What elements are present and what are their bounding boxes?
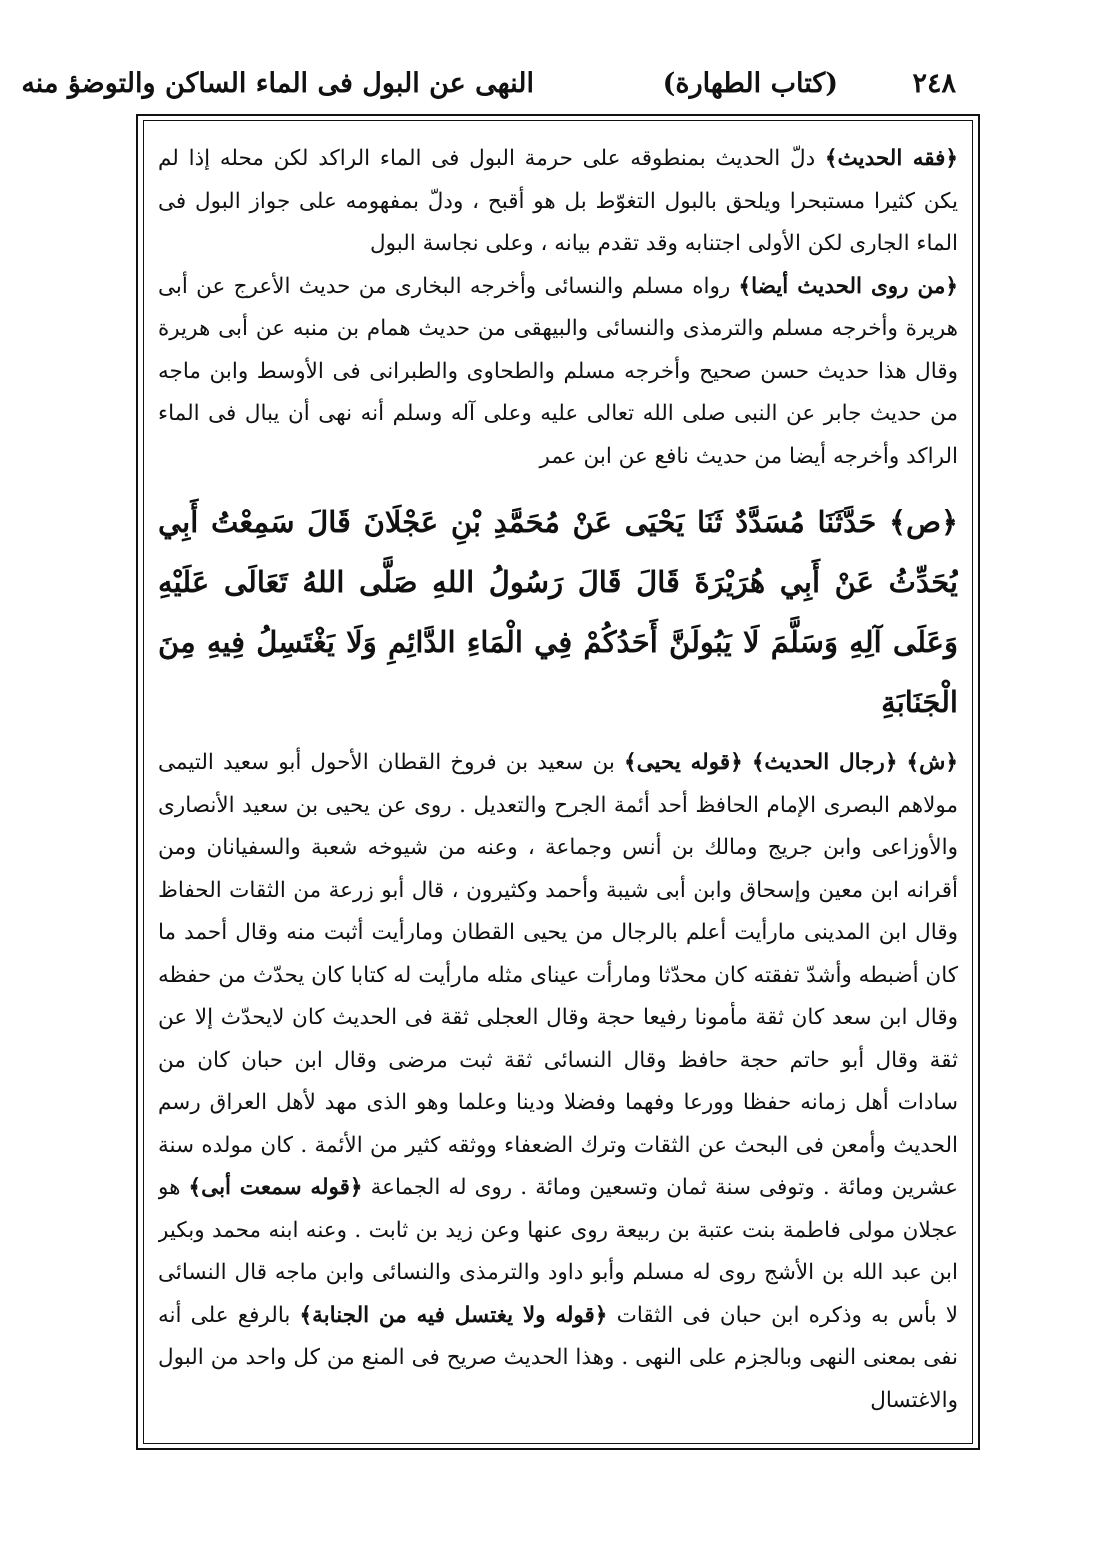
fiqh-paragraph bbox=[158, 138, 958, 266]
sharh-label: ﴿ش﴾ bbox=[906, 750, 958, 775]
abi-label: ﴿قوله سمعت أبى﴾ bbox=[188, 1175, 363, 1200]
matn-label: ﴿ص﴾ bbox=[888, 505, 958, 539]
book-title: (كتاب الطهارة) bbox=[662, 68, 838, 99]
takhrij-text: رواه مسلم والنسائى وأخرجه البخارى من حديث الأعرج عن أبى هريرة وأخرجه مسلم والترمذى والنسائى والبيهقى من حديث همام بن منبه عن أبى هريرة وقال هذا حديث حسن صحيح وأخرجه مسلم والطحاوى والطبرانى فى الأوسط وابن ماجه من حديث جابر عن النبى صلى الله تعالى عليه وعلى آله وسلم أنه نهى أن يبال فى الماء الراكد وأخرجه أيضا من حديث نافع عن ابن عمر bbox=[158, 273, 958, 469]
fiqh-label: ﴿فقه الحديث﴾ bbox=[824, 146, 958, 171]
ghusl-label: ﴿قوله ولا يغتسل فيه من الجنابة﴾ bbox=[299, 1302, 608, 1328]
yahya-label: ﴿قوله يحيى﴾ bbox=[624, 750, 743, 775]
hadith-matn bbox=[158, 492, 958, 732]
sharh-paragraph bbox=[158, 742, 958, 1422]
sharh-text-3: بالرفع على أنه نفى بمعنى النهى وبالجزم على النهى . وهذا الحديث صريح فى المنع من كل واحد من البول والاغتسال bbox=[158, 1302, 958, 1413]
page-number: ٢٤٨ bbox=[912, 68, 956, 99]
hadith-matn-block bbox=[158, 478, 958, 742]
takhrij-label: ﴿من روى الحديث أيضا﴾ bbox=[738, 273, 958, 299]
main-text bbox=[158, 138, 958, 1438]
fiqh-text: دلّ الحديث بمنطوقه على حرمة البول فى الماء الراكد لكن محله إذا لم يكن كثيرا مستبحرا ويلحق بالبول التغوّط بل هو أقبح ، ودلّ بمفهومه على جواز البول فى الماء الجارى لكن الأولى اجتنابه وقد تقدم بيانه ، وعلى نجاسة البول bbox=[158, 146, 958, 256]
sharh-text-2: هو عجلان مولى فاطمة بنت عتبة بن ربيعة روى عنها وعن زيد بن ثابت . وعنه ابنه محمد وبكير ابن عبد الله بن الأشج روى له مسلم وأبو داود والترمذى والنسائى وابن ماجه قال النسائى لا بأس به وذكره ابن حبان فى الثقات bbox=[158, 1175, 958, 1328]
sharh-text-1: بن سعيد بن فروخ القطان الأحول أبو سعيد التيمى مولاهم البصرى الإمام الحافظ أحد أئمة الجرح والتعديل . روى عن يحيى بن سعيد الأنصارى والأوزاعى وابن جريج ومالك بن أنس وجماعة ، وعنه من شيوخه شعبة والسفيانان ومن أقرانه ابن معين وإسحاق وابن أبى شيبة وأحمد وكثيرون ، قال أبو زرعة من الثقات الحفاظ وقال ابن المدينى مارأيت أعلم بالرجال من يحيى القطان ومارأيت أثبت منه وقال أحمد ما كان أضبطه وأشدّ تفقته كان محدّثا ومارأت عيناى مثله مارأيت له كتابا كان يحدّث من حفظه وقال ابن سعد كان ثقة مأمونا رفيعا حجة وقال العجلى ثقة فى الحديث كان لايحدّث إلا عن ثقة وقال أبو حاتم حجة حافظ وقال النسائى ثقة ثبت مرضى وقال ابن حبان كان من سادات أهل زمانه حفظا وورعا وفهما وفضلا ودينا وعلما وهو الذى مهد لأهل العراق رسم الحديث وأمعن فى البحث عن الثقات وترك الضعفاء ووثقه كثير من الأئمة . كان مولده سنة عشرين ومائة . وتوفى سنة ثمان وتسعين ومائة . روى له الجماعة bbox=[158, 750, 958, 1200]
takhrij-paragraph bbox=[158, 266, 958, 479]
matn-text: حَدَّثَنَا مُسَدَّدٌ ثَنَا يَحْيَى عَنْ مُحَمَّدِ بْنِ عَجْلَانَ قَالَ سَمِعْتُ أَبِي يُحَدِّثُ عَنْ أَبِي هُرَيْرَةَ قَالَ قَالَ رَسُولُ اللهِ صَلَّى اللهُ تَعَالَى عَلَيْهِ وَعَلَى آلِهِ وَسَلَّمَ لَا يَبُولَنَّ أَحَدُكُمْ فِي الْمَاءِ الدَّائِمِ وَلَا يَغْتَسِلُ فِيهِ مِنَ الْجَنَابَةِ bbox=[158, 505, 958, 719]
page-header bbox=[21, 62, 966, 118]
chapter-title: النهى عن البول فى الماء الساكن والتوضؤ منه bbox=[21, 68, 534, 99]
rijal-label: ﴿رجال الحديث﴾ bbox=[751, 750, 898, 775]
